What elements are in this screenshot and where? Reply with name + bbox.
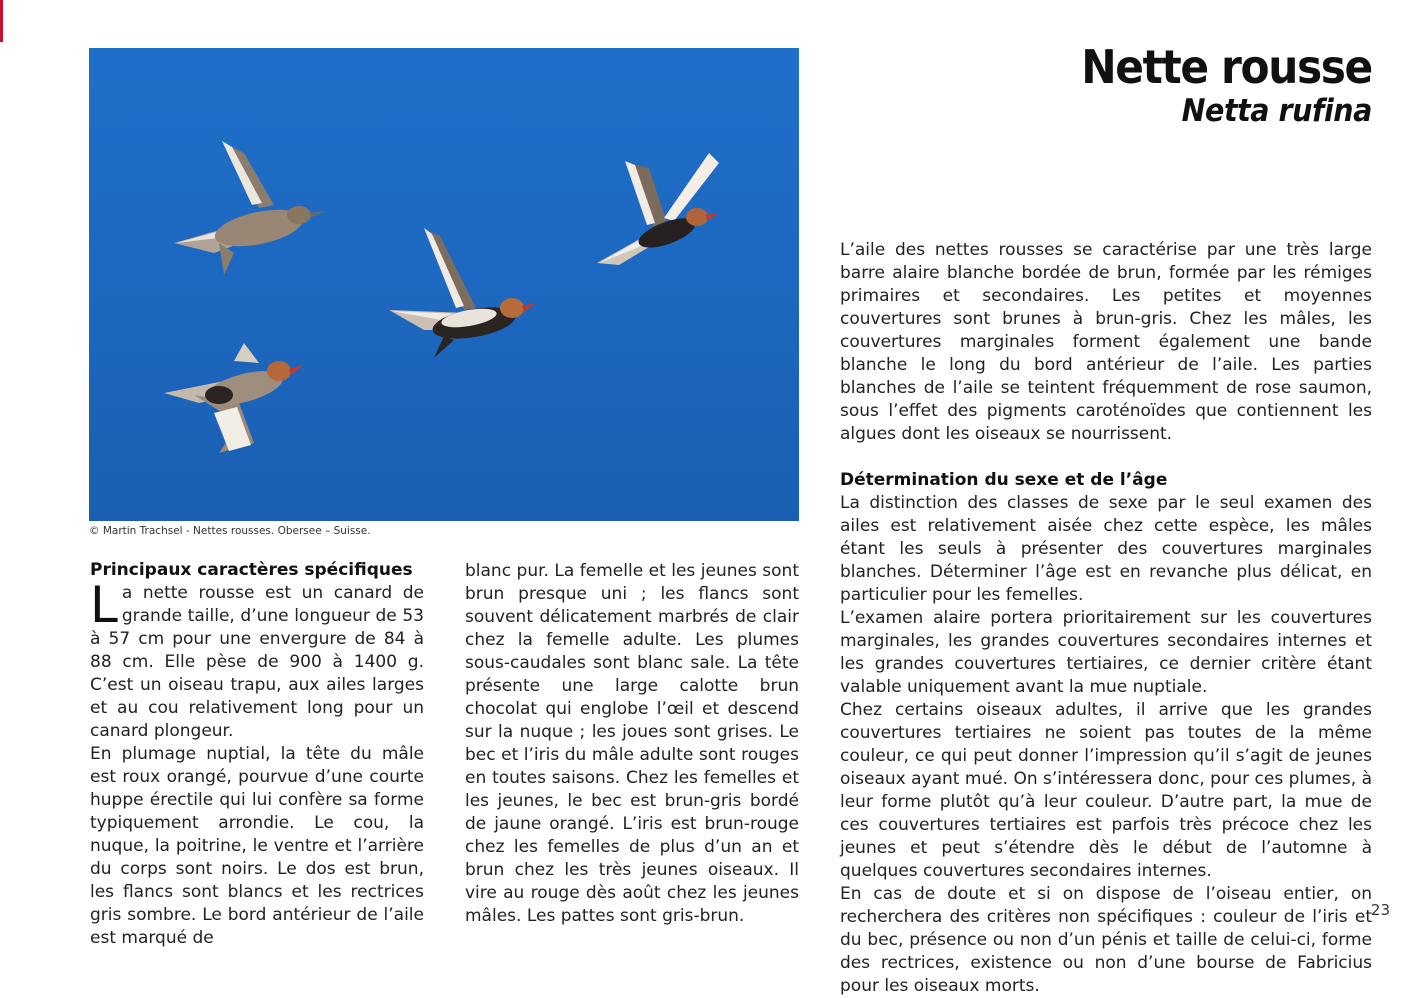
latin-name: Netta rufina <box>1181 93 1372 129</box>
drop-cap: L <box>90 576 118 634</box>
page-title: Nette rousse <box>1081 40 1372 94</box>
paragraph-adults: Chez certains oiseaux adultes, il arrive que les grandes couvertures tertiaires ne soient pas toutes de la même couleur, ce qui peut donner l’impression qu’il s’agit de jeunes oiseaux ayant mué. On s’intéressera donc, pour ces plumes, à leur forme plutôt qu’à leur couleur. D’autre part, la mue de ces couvertures tertiaires est parfois très précoce chez les jeunes et peut s’étendre dès le début de l’automne à quelques couvertures secondaires internes. <box>840 700 1372 881</box>
photo-credit: © Martin Trachsel - Nettes rousses. Obersee – Suisse. <box>89 525 371 537</box>
duck-male-3 <box>164 343 304 453</box>
paragraph-plumage: En plumage nuptial, la tête du mâle est roux orangé, pourvue d’une courte huppe érectile qui lui confère sa forme typiquement arrondie. Le cou, la nuque, la poitrine, le ventre et l’arrière du corps sont noirs. Le dos est brun, les flancs sont blancs et les rectrices gris sombre. Le bord antérieur de l’aile est marqué de <box>90 744 424 948</box>
red-margin-mark <box>0 0 3 42</box>
column-3 <box>840 239 1372 998</box>
duck-photo <box>89 48 799 521</box>
page-number: 23 <box>1370 901 1390 919</box>
section-heading-sex-age: Détermination du sexe et de l’âge <box>840 470 1168 490</box>
paragraph-intro-text: a nette rousse est un canard de grande taille, d’une longueur de 53 à 57 cm pour une envergure de 84 à 88 cm. Elle pèse de 900 à 1400 g. C’est un oiseau trapu, aux ailes larges et au cou relativement long pour un canard plongeur. <box>90 583 424 741</box>
duck-female-1 <box>174 141 326 275</box>
paragraph-intro <box>90 576 424 743</box>
paragraph-plumage-continued: blanc pur. La femelle et les jeunes sont brun presque uni ; les flancs sont souvent délicatement marbrés de clair chez la femelle adulte. Les plumes sous-caudales sont blanc sale. La tête présente une large calotte brun chocolat qui englobe l’œil et descend sur la nuque ; les joues sont grises. Le bec et l’iris du mâle adulte sont rouges en toutes saisons. Chez les femelles et les jeunes, le bec est brun-gris bordé de jaune orangé. L’iris est brun-rouge chez les femelles de plus d’un an et brun chez les très jeunes oiseaux. Il vire au rouge dès août chez les jeunes mâles. Les pattes sont gris-brun. <box>465 561 799 926</box>
column-2 <box>465 560 799 928</box>
paragraph-exam: L’examen alaire portera prioritairement sur les couvertures marginales, les grandes couvertures secondaires internes et les grandes couvertures tertiaires, ce dernier critère étant valable uniquement avant la mue nuptiale. <box>840 608 1372 697</box>
title-block <box>1056 40 1372 128</box>
section-spacer <box>840 446 1372 468</box>
section-heading-characteristics: Principaux caractères spécifiques <box>90 560 413 580</box>
paragraph-doubt: En cas de doute et si on dispose de l’oiseau entier, on recherchera des critères non spécifiques : couleur de l’iris et du bec, présence ou non d’un pénis et taille de celui-ci, forme des rectrices, existence ou non d’une bourse de Fabricius pour les oiseaux morts. <box>840 884 1372 996</box>
paragraph-wing: L’aile des nettes rousses se caractérise par une très large barre alaire blanche bordée de brun, formée par les rémiges primaires et secondaires. Les petites et moyennes couvertures sont brunes à brun-gris. Chez les mâles, les couvertures marginales forment également une bande blanche le long du bord antérieur de l’aile. Les parties blanches de l’aile se teintent fréquemment de rose saumon, sous l’effet des pigments caroténoïdes que contiennent les algues dont les oiseaux se nourrissent. <box>840 240 1372 444</box>
column-1 <box>90 558 424 950</box>
flying-ducks-illustration <box>89 48 799 521</box>
duck-male-2 <box>597 153 719 265</box>
paragraph-sex: La distinction des classes de sexe par le seul examen des ailes est relativement aisée chez cette espèce, les mâles étant les seuls à présenter des couvertures marginales blanches. Déterminer l’âge est en revanche plus délicat, en particulier pour les femelles. <box>840 493 1372 605</box>
duck-male-1 <box>389 228 536 358</box>
